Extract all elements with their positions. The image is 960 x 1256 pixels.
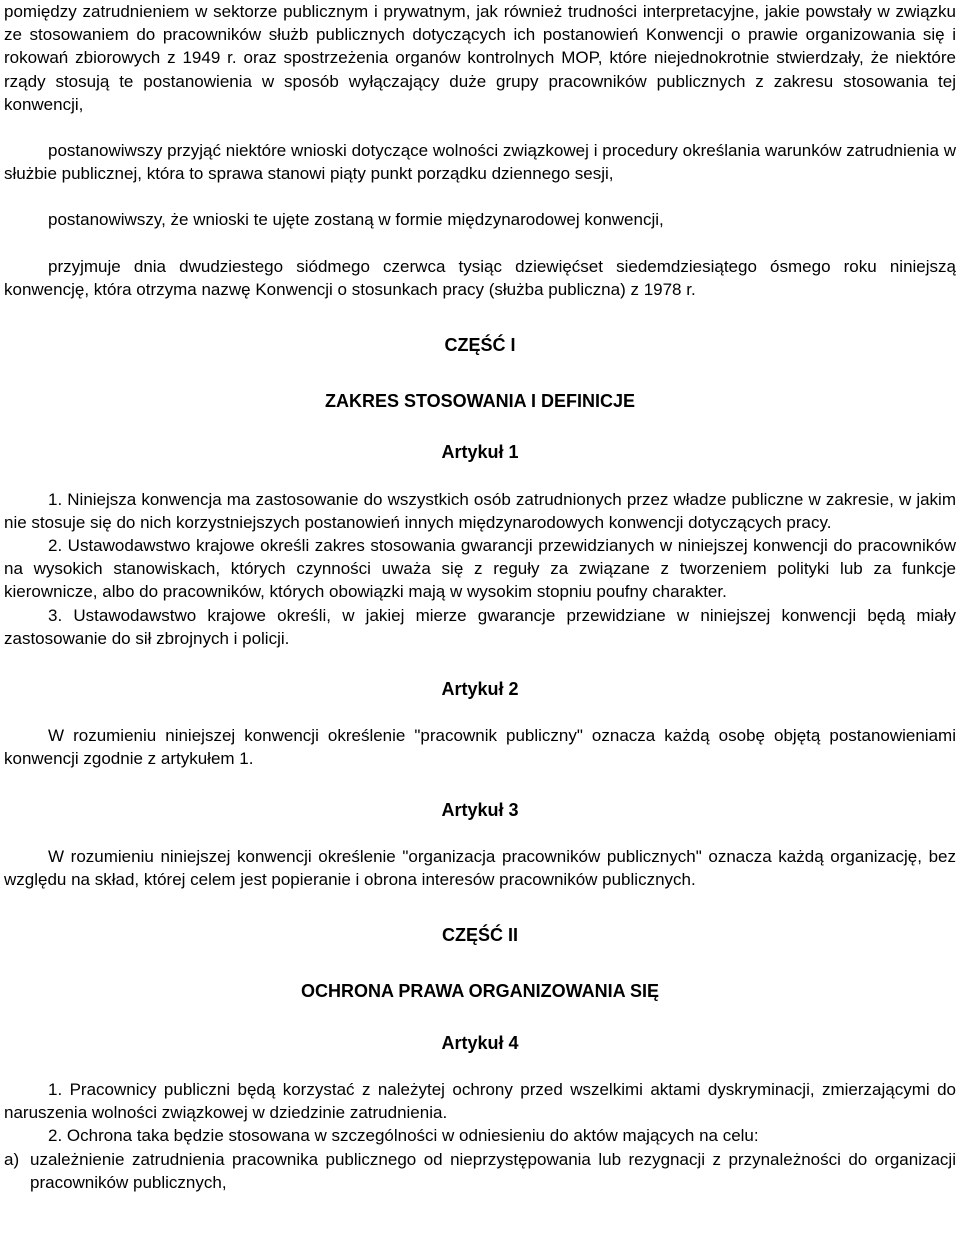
intro-paragraph-1: pomiędzy zatrudnieniem w sektorze publicznym i prywatnym, jak również trudności interpretacyjne, jakie powstały w związku ze stosowaniem do pracowników służb publicznych dotyczących ich postanowień Konwencji o prawie organizowania się i rokowań zbiorowych z 1949 r. oraz spostrzeżenia organów kontrolnych MOP, które niejednokrotnie stwierdzały, że niektóre rządy stosują te postanowienia w sposób wyłączający duże grupy pracowników publicznych z zakresu stosowania tej konwencji, — [4, 2, 956, 114]
list-marker: a) — [4, 1149, 20, 1169]
intro-paragraph-2: postanowiwszy przyjąć niektóre wnioski dotyczące wolności związkowej i procedury określania warunków zatrudnienia w służbie publicznej, która to sprawa stanowi piąty punkt porządku dziennego sesji, — [4, 141, 956, 184]
spacer — [4, 413, 956, 441]
spacer — [4, 185, 956, 208]
part-1-title: CZĘŚĆ I — [444, 335, 516, 356]
article-4-paragraph-2: 2. Ochrona taka będzie stosowana w szczególności w odniesieniu do aktów mających na celu: — [48, 1126, 759, 1146]
spacer — [4, 1004, 956, 1032]
list-item-text: uzależnienie zatrudnienia pracownika publicznego od nieprzystępowania lub rezygnacji z przynależności do organizacji pracowników publicznych, — [30, 1149, 956, 1192]
spacer — [4, 357, 956, 390]
part-2-title: CZĘŚĆ II — [441, 925, 518, 946]
intro-paragraph-4: przyjmuje dnia dwudziestego siódmego czerwca tysiąc dziewięćset siedemdziesiątego ósmego roku niniejszą konwencję, która otrzyma nazwę Konwencji o stosunkach pracy (służba publiczna) z 1978 r. — [4, 256, 956, 299]
part-2-subtitle: OCHRONA PRAWA ORGANIZOWANIA SIĘ — [300, 981, 659, 1002]
spacer — [4, 232, 956, 255]
article-1-paragraph-3: 3. Ustawodawstwo krajowe określi, w jakiej mierze gwarancje przewidziane w niniejszej konwencji będą miały zastosowanie do sił zbrojnych i policji. — [4, 605, 956, 648]
article-1-paragraph-1: 1. Niniejsza konwencja ma zastosowanie do wszystkich osób zatrudnionych przez władze publiczne w zakresie, w jakim nie stosuje się do nich korzystniejszych postanowień innych międzynarodowych konwencji dotyczących pracy. — [4, 489, 956, 532]
spacer — [4, 822, 956, 845]
article-3-paragraph-1: W rozumieniu niniejszej konwencji określenie "organizacja pracowników publicznych" oznacza każdą organizację, bez względu na skład, której celem jest popieranie i obrona interesów pracowników publicznych. — [4, 846, 956, 890]
spacer — [4, 650, 956, 678]
spacer — [4, 891, 956, 924]
intro-paragraph-3: postanowiwszy, że wnioski te ujęte zostaną w formie międzynarodowej konwencji, — [48, 210, 664, 230]
article-4-paragraph-1: 1. Pracownicy publiczni będą korzystać z należytej ochrony przed wszelkimi aktami dyskryminacji, zmierzającymi do naruszenia wolności związkowej w dziedzinie zatrudnienia. — [4, 1079, 956, 1123]
article-2-paragraph-1: W rozumieniu niniejszej konwencji określenie "pracownik publiczny" oznacza każdą osobę objętą postanowieniami konwencji zgodnie z artykułem 1. — [4, 726, 956, 769]
spacer — [4, 701, 956, 724]
article-2-heading: Artykuł 2 — [441, 679, 519, 700]
article-4-list-item — [4, 1148, 956, 1194]
article-1-heading: Artykuł 1 — [441, 442, 519, 463]
article-1-paragraph-2: 2. Ustawodawstwo krajowe określi zakres stosowania gwarancji przewidzianych w niniejszej konwencji do pracowników na wysokich stanowiskach, których czynności uważa się z reguły za związane z tworzeniem polityki lub za funkcje kierownicze, albo do pracowników, których obowiązki mają w wysokim stopniu poufny charakter. — [4, 536, 956, 602]
spacer — [4, 116, 956, 139]
article-3-heading: Artykuł 3 — [441, 799, 519, 820]
spacer — [4, 771, 956, 799]
part-1-subtitle: ZAKRES STOSOWANIA I DEFINICJE — [324, 391, 636, 412]
spacer — [4, 947, 956, 980]
spacer — [4, 1055, 956, 1078]
article-4-heading: Artykuł 4 — [441, 1032, 519, 1053]
spacer — [4, 465, 956, 488]
spacer — [4, 301, 956, 334]
